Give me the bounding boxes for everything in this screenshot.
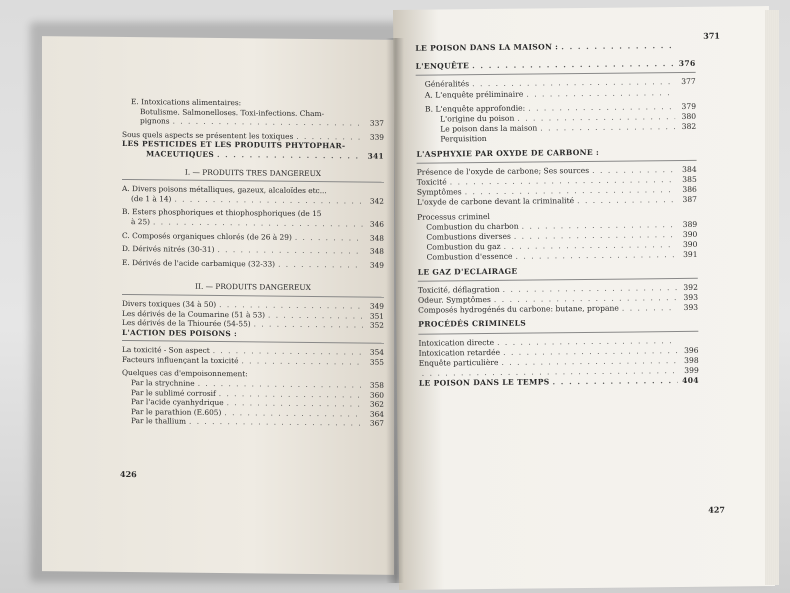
- toc-text: Quelques cas d'empoisonnement:: [122, 368, 248, 379]
- dot-leader: [622, 303, 677, 314]
- toc-page-number: 399: [684, 366, 699, 376]
- toc-entry-title: L'ENQUÊTE: [415, 61, 470, 71]
- toc-text: E. Intoxications alimentaires:: [131, 97, 242, 108]
- toc-text: Processus criminel: [417, 211, 490, 222]
- book-gutter: [386, 38, 404, 583]
- section-rule: [122, 294, 384, 298]
- toc-page-number: 358: [369, 380, 384, 390]
- toc-page-number: 367: [369, 419, 384, 429]
- dot-leader: [241, 356, 363, 367]
- toc-page-number: 348: [369, 246, 384, 256]
- toc-page-number: 364: [369, 409, 384, 419]
- toc-entry-title: B. L'enquête approfondie:: [424, 103, 526, 114]
- toc-entry-title: Facteurs influençant la toxicité: [122, 354, 239, 366]
- toc-entry-title: C. Composés organiques chlorés (de 26 à 29): [122, 230, 292, 242]
- section-rule: [417, 160, 697, 164]
- toc-entry-title: pignons: [140, 116, 170, 126]
- toc-page-number: 355: [369, 357, 384, 367]
- toc-page-number: 346: [369, 219, 384, 229]
- dot-leader: [472, 59, 675, 71]
- toc-entry-title: Odeur. Symptômes: [417, 295, 491, 305]
- dot-leader: [278, 259, 363, 269]
- toc-page-number: 393: [683, 292, 699, 303]
- section-rule: [416, 72, 696, 76]
- toc-entry-title: Par le sublimé corrosif: [131, 387, 216, 398]
- dot-leader: [515, 250, 676, 262]
- toc-page-number: 349: [369, 301, 384, 311]
- section-rule: [418, 330, 698, 334]
- toc-page-number: 398: [684, 355, 699, 366]
- dot-leader: [540, 122, 675, 134]
- section-heading: II. — PRODUITS DANGEREUX: [195, 282, 311, 293]
- toc-page-number: 396: [684, 345, 699, 355]
- right-page-number: 427: [708, 504, 725, 515]
- toc-page-number: 390: [682, 240, 698, 250]
- toc-page-number: 389: [682, 219, 698, 229]
- toc-page-number: 376: [678, 59, 696, 69]
- section-rule: [418, 278, 698, 282]
- toc-entry-title: Par le parathion (E.605): [131, 406, 222, 417]
- dot-leader: [577, 195, 676, 206]
- toc-text: A. Divers poisons métalliques, gazeux, alcaloïdes etc...: [122, 184, 327, 196]
- toc-entry-title: La toxicité - Son aspect: [122, 345, 210, 356]
- section-rule: [122, 340, 384, 344]
- toc-heading: L'ACTION DES POISONS :: [122, 327, 237, 338]
- toc-entry-title: Par la strychnine: [131, 378, 195, 388]
- toc-heading: L'ASPHYXIE PAR OXYDE DE CARBONE :: [416, 147, 600, 159]
- toc-heading: LES PESTICIDES ET LES PRODUITS PHYTOPHAR-: [122, 139, 346, 151]
- toc-entry-title: D. Dérivés nitrés (30-31): [122, 244, 215, 255]
- dot-leader: [254, 319, 363, 330]
- toc-page-number: 392: [683, 282, 698, 292]
- toc-page-number: 391: [683, 250, 698, 260]
- toc-entry-title: Par l'acide cyanhydrique: [131, 397, 224, 408]
- toc-page-number: 385: [682, 174, 697, 184]
- toc-page-number: 386: [682, 185, 697, 195]
- toc-page-number: 349: [369, 260, 384, 270]
- toc-entry-title: Généralités: [424, 79, 470, 90]
- toc-entry-title: MACEUTIQUES: [146, 149, 214, 159]
- toc-entry-title: Sous quels aspects se présentent les toxiques: [122, 129, 294, 141]
- toc-entry-title: Par le thallium: [131, 416, 187, 427]
- toc-entry: [122, 416, 384, 428]
- toc-page-number: 362: [369, 399, 384, 409]
- toc-page-number: 390: [682, 229, 698, 240]
- left-page-contents: [122, 97, 384, 429]
- toc-text: B. Esters phosphoriques et thiophosphoriques (de 15: [122, 207, 322, 219]
- toc-entry-title: Présence de l'oxyde de carbone; Ses sources: [416, 165, 590, 177]
- dot-leader: [552, 377, 678, 389]
- toc-entry-title: L'oxyde de carbone devant la criminalité: [416, 196, 575, 208]
- left-page: [42, 36, 394, 575]
- toc-entry-title: Les dérivés de la Thiourée (54-55): [122, 318, 251, 329]
- toc-text: Perquisition: [440, 134, 487, 144]
- right-page-contents: [415, 41, 699, 390]
- toc-entry-title: L'origine du poison: [440, 113, 515, 124]
- right-top-page-number: 371: [703, 30, 721, 41]
- toc-entry-title: E. Dérivés de l'acide carbamique (32-33): [122, 257, 276, 269]
- dot-leader: [173, 117, 363, 129]
- toc-entry-title: à 25): [131, 217, 151, 227]
- dot-leader: [561, 41, 674, 52]
- toc-page-number: 387: [682, 195, 698, 205]
- toc-entry-title: Toxicité: [416, 177, 447, 187]
- toc-entry: [419, 376, 699, 389]
- dot-leader: [217, 150, 363, 161]
- toc-entry: [416, 59, 696, 72]
- toc-page-number: 379: [681, 101, 697, 111]
- section-heading: I. — PRODUITS TRES DANGEREUX: [184, 167, 322, 178]
- dot-leader: [174, 194, 363, 206]
- toc-page-number: 360: [369, 390, 384, 400]
- toc-entry-title: Symptômes: [416, 187, 462, 197]
- toc-page-number: 393: [683, 303, 699, 313]
- dot-leader: [295, 232, 363, 242]
- toc-page-number: 342: [369, 196, 384, 206]
- toc-entry-title: Combustion du charbon: [426, 221, 519, 232]
- toc-page-number: 348: [369, 233, 384, 243]
- toc-entry-title: Combustion d'essence: [426, 252, 513, 263]
- toc-text: Botulisme. Salmonelloses. Toxi-infections. Cham-: [140, 106, 325, 118]
- page-edges: [765, 10, 779, 585]
- toc-entry-title: LE POISON DANS LA MAISON :: [415, 42, 559, 53]
- toc-entry-title: Enquête particulière: [418, 357, 499, 368]
- left-page-number: 426: [120, 468, 137, 480]
- toc-page-number: 352: [369, 320, 384, 330]
- right-page: [393, 6, 775, 590]
- section-rule: [122, 179, 384, 183]
- dot-leader: [217, 245, 363, 256]
- toc-entry-title: Toxicité, déflagration: [417, 284, 500, 295]
- toc-entry-title: Divers toxiques (34 à 50): [122, 298, 217, 309]
- toc-entry-title: A. L'enquête préliminaire: [424, 89, 524, 100]
- toc-page-number: 382: [681, 122, 697, 132]
- toc-page-number: 339: [369, 132, 384, 142]
- toc-entry-title: Le poison dans la maison: [440, 123, 538, 134]
- toc-entry-title: Les dérivés de la Coumarine (51 à 53): [122, 308, 266, 319]
- toc-page-number: 341: [367, 151, 384, 161]
- dot-leader: [526, 88, 675, 100]
- toc-entry-title: Intoxication directe: [418, 337, 495, 348]
- toc-page-number: 351: [369, 311, 384, 321]
- toc-entry-title: Composés hydrogénés du carbone: butane, propane: [418, 303, 619, 316]
- toc-entry-title: (de 1 à 14): [131, 193, 172, 204]
- toc-page-number: 337: [369, 118, 384, 128]
- toc-heading: LE GAZ D'ECLAIRAGE: [417, 266, 518, 277]
- toc-heading: PROCÉDÉS CRIMINELS: [418, 319, 527, 330]
- toc-page-number: 404: [682, 376, 699, 386]
- toc-entry-title: LE POISON DANS LE TEMPS: [418, 377, 550, 389]
- toc-entry-title: Combustions diverses: [426, 231, 511, 242]
- toc-page-number: 384: [682, 164, 697, 174]
- toc-page-number: 380: [681, 111, 697, 121]
- dot-leader: [189, 417, 363, 428]
- toc-entry-title: Intoxication retardée: [418, 347, 501, 358]
- toc-page-number: 354: [369, 347, 384, 358]
- toc-entry-title: Combustion du gaz: [426, 242, 501, 252]
- toc-page-number: 377: [681, 77, 696, 87]
